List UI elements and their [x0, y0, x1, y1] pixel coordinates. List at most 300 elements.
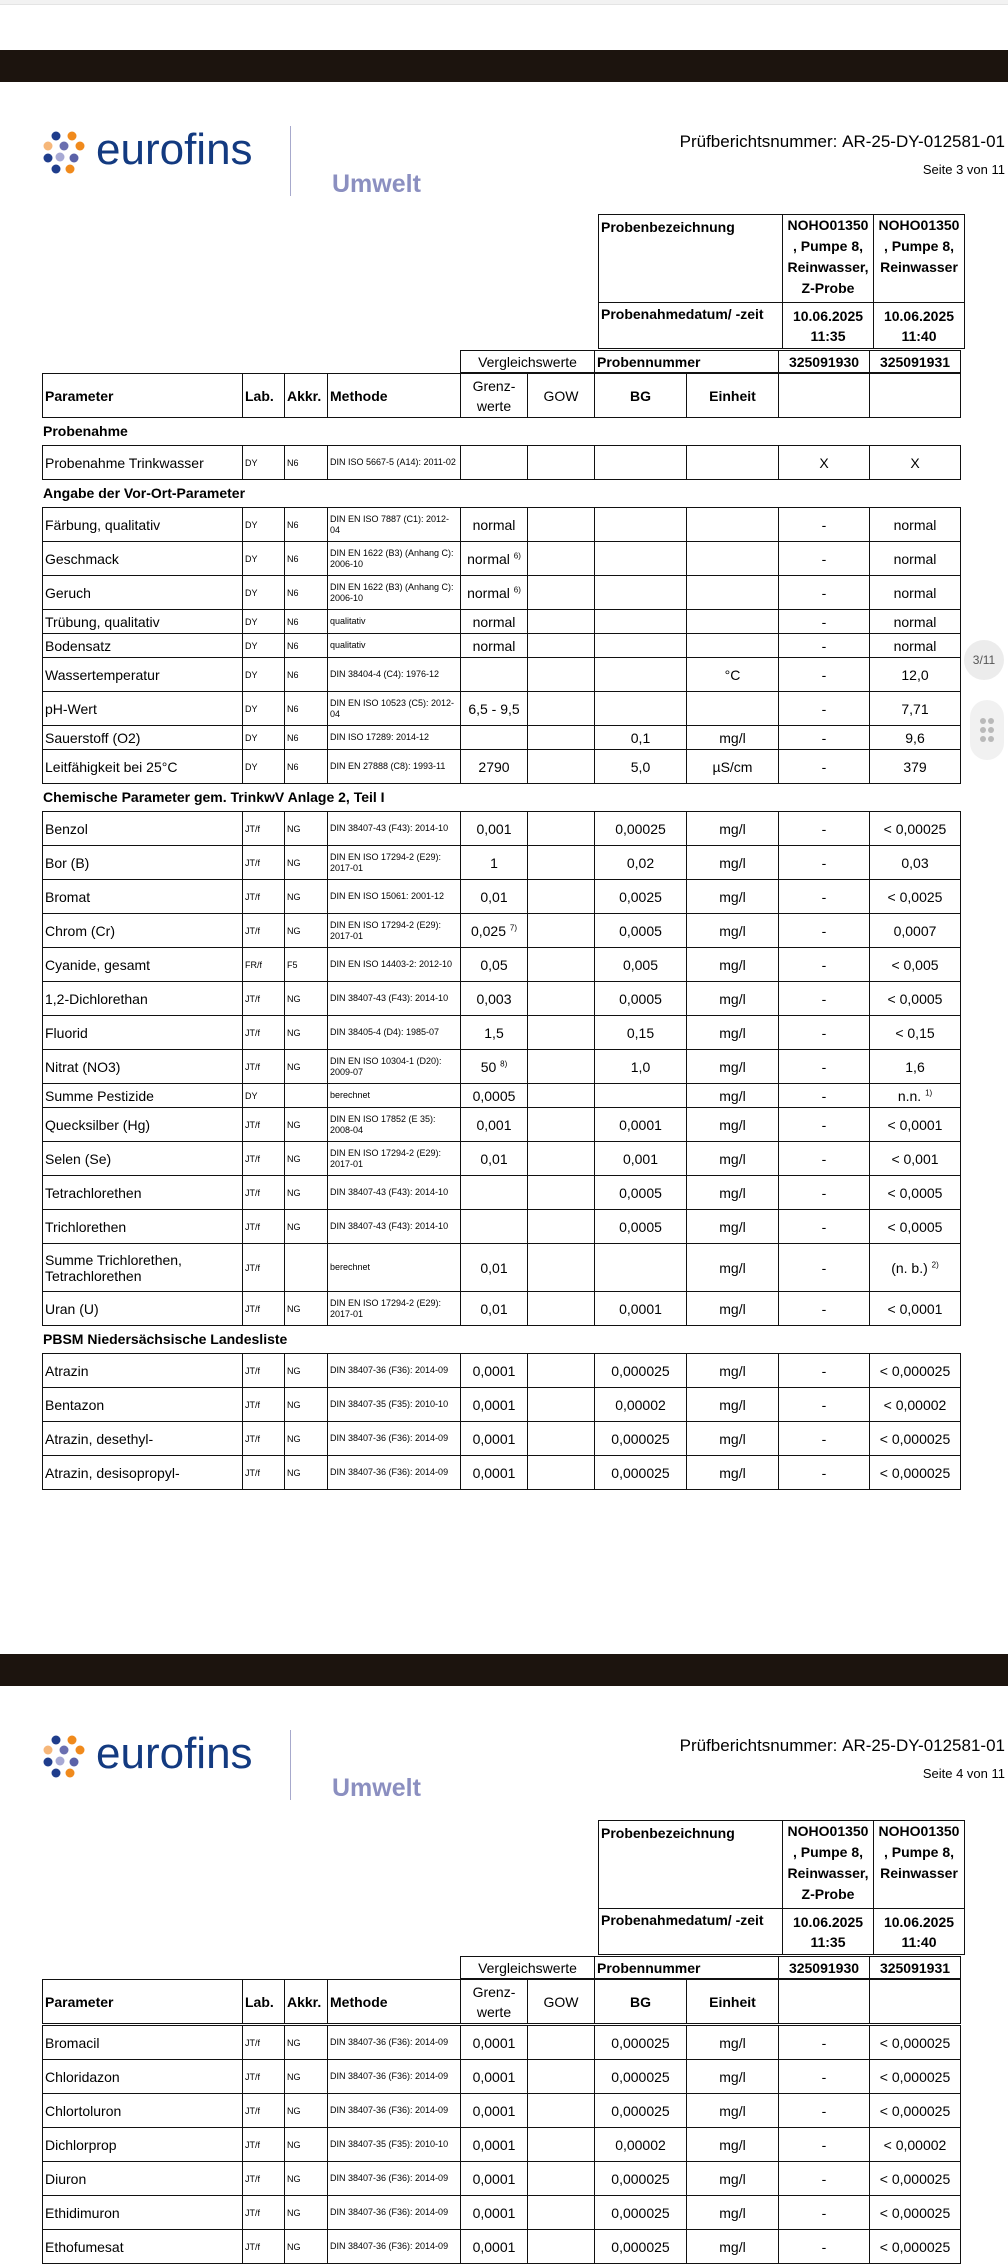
lab-cell: DY: [243, 1084, 285, 1108]
grenzwert-cell: [461, 1210, 528, 1244]
akkr-cell: NG: [285, 2230, 328, 2264]
table-row: [43, 1108, 961, 1142]
parameter-cell: Bor (B): [43, 846, 243, 880]
gow-cell: [528, 1292, 595, 1326]
einheit-cell: mg/l: [687, 1244, 779, 1292]
parameter-cell: Bentazon: [43, 1388, 243, 1422]
akkr-cell: N6: [285, 576, 328, 610]
grenzwert-cell: normal $^{6)}$: [461, 542, 528, 576]
grenzwert-cell: 0,001: [461, 1108, 528, 1142]
grenzwert-cell: 0,0001: [461, 1422, 528, 1456]
akkr-cell: N6: [285, 508, 328, 542]
methode-cell: DIN EN 1622 (B3) (Anhang C): 2006-10: [328, 542, 461, 576]
einheit-cell: µS/cm: [687, 750, 779, 784]
parameter-cell: Probenahme Trinkwasser: [43, 446, 243, 480]
gow-cell: [528, 2094, 595, 2128]
akkr-cell: NG: [285, 2060, 328, 2094]
bg-cell: 0,005: [595, 948, 687, 982]
sample-2-value: 7,71: [870, 692, 961, 726]
bg-cell: 0,00002: [595, 2128, 687, 2162]
parameter-cell: Chlortoluron: [43, 2094, 243, 2128]
methode-cell: DIN 38404-4 (C4): 1976-12: [328, 658, 461, 692]
gow-cell: [528, 1108, 595, 1142]
sample-1-value: X: [779, 446, 870, 480]
sample-1-value: -: [779, 2128, 870, 2162]
sample-1-value: -: [779, 692, 870, 726]
sample-1-value: -: [779, 658, 870, 692]
einheit-cell: mg/l: [687, 1422, 779, 1456]
gow-cell: [528, 1388, 595, 1422]
drag-handle[interactable]: [970, 700, 1004, 760]
einheit-cell: [687, 446, 779, 480]
lab-cell: DY: [243, 576, 285, 610]
sample-2-value: < 0,000025: [870, 1354, 961, 1388]
parameter-cell: pH-Wert: [43, 692, 243, 726]
col-methode: Methode: [328, 1980, 461, 2024]
gow-cell: [528, 610, 595, 634]
parameter-cell: Trübung, qualitativ: [43, 610, 243, 634]
sample-2-value: 1,6: [870, 1050, 961, 1084]
grenzwert-cell: [461, 446, 528, 480]
table-row: [43, 446, 961, 480]
methode-cell: DIN EN ISO 17852 (E 35): 2008-04: [328, 1108, 461, 1142]
lab-cell: JT/f: [243, 914, 285, 948]
grenzwert-cell: 0,001: [461, 812, 528, 846]
sample-2-datetime: 10.06.2025 11:40: [874, 303, 965, 349]
akkr-cell: NG: [285, 1210, 328, 1244]
akkr-cell: N6: [285, 634, 328, 658]
sample-1-value: -: [779, 982, 870, 1016]
parameter-cell: Chrom (Cr): [43, 914, 243, 948]
lab-cell: DY: [243, 750, 285, 784]
lab-cell: DY: [243, 634, 285, 658]
lab-cell: JT/f: [243, 2094, 285, 2128]
sample-2-value: < 0,005: [870, 948, 961, 982]
sample-2-value: normal: [870, 508, 961, 542]
bg-cell: 0,0005: [595, 982, 687, 1016]
bg-cell: [595, 658, 687, 692]
parameter-cell: Geschmack: [43, 542, 243, 576]
lab-cell: DY: [243, 692, 285, 726]
grenzwert-cell: 0,025 $^{7)}$: [461, 914, 528, 948]
parameter-cell: Selen (Se): [43, 1142, 243, 1176]
sample-1-value: -: [779, 1456, 870, 1490]
sample-1-number: 325091930: [779, 351, 870, 373]
table-row: [43, 914, 961, 948]
grenzwert-cell: 1: [461, 846, 528, 880]
lab-cell: JT/f: [243, 2230, 285, 2264]
einheit-cell: mg/l: [687, 880, 779, 914]
table-row: [43, 1142, 961, 1176]
report-number: [680, 132, 1005, 152]
lab-cell: JT/f: [243, 1108, 285, 1142]
sample-1-value: -: [779, 2162, 870, 2196]
footnote-marker: 2): [931, 1259, 939, 1269]
sample-2-value: 9,6: [870, 726, 961, 750]
akkr-cell: NG: [285, 880, 328, 914]
methode-cell: DIN EN ISO 17294-2 (E29): 2017-01: [328, 1292, 461, 1326]
einheit-cell: mg/l: [687, 1108, 779, 1142]
grenzwert-cell: [461, 658, 528, 692]
sample-1-value: -: [779, 948, 870, 982]
section-title: PBSM Niedersächsische Landesliste: [43, 1331, 288, 1347]
bg-cell: 0,000025: [595, 2162, 687, 2196]
parameter-cell: Uran (U): [43, 1292, 243, 1326]
table-row: [43, 1176, 961, 1210]
methode-cell: DIN 38407-35 (F35): 2010-10: [328, 2128, 461, 2162]
table-row: [43, 658, 961, 692]
bg-cell: 0,0025: [595, 880, 687, 914]
parameter-cell: Bromacil: [43, 2026, 243, 2060]
grenzwert-cell: 0,01: [461, 880, 528, 914]
sample-header-table: [598, 1820, 965, 1955]
einheit-cell: [687, 508, 779, 542]
parameter-cell: Dichlorprop: [43, 2128, 243, 2162]
parameter-cell: Fluorid: [43, 1016, 243, 1050]
bg-cell: 0,000025: [595, 2094, 687, 2128]
division-name: Umwelt: [332, 1774, 421, 1802]
lab-cell: JT/f: [243, 1388, 285, 1422]
methode-cell: DIN 38407-36 (F36): 2014-09: [328, 2162, 461, 2196]
gow-cell: [528, 1210, 595, 1244]
results-table: [42, 507, 961, 784]
sample-1-value: -: [779, 2026, 870, 2060]
bg-cell: 0,15: [595, 1016, 687, 1050]
table-row: [43, 508, 961, 542]
sample-2-value: 0,0007: [870, 914, 961, 948]
page-separator-band: [0, 50, 1008, 82]
methode-cell: DIN 38405-4 (D4): 1985-07: [328, 1016, 461, 1050]
akkr-cell: NG: [285, 1108, 328, 1142]
sample-1-value: -: [779, 1244, 870, 1292]
lab-cell: JT/f: [243, 1176, 285, 1210]
methode-cell: berechnet: [328, 1084, 461, 1108]
grenzwert-cell: 0,01: [461, 1142, 528, 1176]
col-gow: GOW: [528, 1980, 595, 2024]
bg-cell: 0,000025: [595, 1456, 687, 1490]
sample-2-value: X: [870, 446, 961, 480]
lab-cell: DY: [243, 508, 285, 542]
methode-cell: DIN 38407-35 (F35): 2010-10: [328, 1388, 461, 1422]
grenzwert-cell: normal: [461, 634, 528, 658]
page-separator-band: [0, 1654, 1008, 1686]
sample-2-value: < 0,00025: [870, 812, 961, 846]
sample-1-value: -: [779, 812, 870, 846]
akkr-cell: NG: [285, 812, 328, 846]
methode-cell: DIN 38407-36 (F36): 2014-09: [328, 2196, 461, 2230]
parameter-cell: Ethidimuron: [43, 2196, 243, 2230]
sample-1-value: -: [779, 1292, 870, 1326]
bg-cell: 1,0: [595, 1050, 687, 1084]
viewer-top-strip: [0, 0, 1008, 5]
parameter-cell: Chloridazon: [43, 2060, 243, 2094]
parameter-cell: Sauerstoff (O2): [43, 726, 243, 750]
gow-cell: [528, 1456, 595, 1490]
sample-2-value: 12,0: [870, 658, 961, 692]
sample-2-number: 325091931: [870, 1957, 961, 1979]
table-row: [43, 1244, 961, 1292]
vergleichswerte-label: Vergleichswerte: [461, 1957, 595, 1979]
sample-1-value: -: [779, 1108, 870, 1142]
sample-2-name: NOHO01350 , Pumpe 8, Reinwasser: [874, 1821, 965, 1909]
einheit-cell: mg/l: [687, 982, 779, 1016]
sample-1-value: -: [779, 1388, 870, 1422]
sample-2-value: < 0,000025: [870, 2196, 961, 2230]
col-sample-2: [870, 374, 961, 418]
grenzwert-cell: 6,5 - 9,5: [461, 692, 528, 726]
gow-cell: [528, 2060, 595, 2094]
einheit-cell: mg/l: [687, 1084, 779, 1108]
sample-1-datetime: 10.06.2025 11:35: [783, 303, 874, 349]
einheit-cell: mg/l: [687, 1388, 779, 1422]
gow-cell: [528, 508, 595, 542]
einheit-cell: mg/l: [687, 948, 779, 982]
gow-cell: [528, 1142, 595, 1176]
einheit-cell: mg/l: [687, 846, 779, 880]
grenzwert-cell: 2790: [461, 750, 528, 784]
sample-2-value: < 0,0025: [870, 880, 961, 914]
bg-cell: 0,000025: [595, 2196, 687, 2230]
einheit-cell: [687, 610, 779, 634]
division-name: Umwelt: [332, 170, 421, 198]
grenzwert-cell: 0,003: [461, 982, 528, 1016]
page-number: Seite 4 von 11: [922, 1766, 1005, 1781]
einheit-cell: mg/l: [687, 1142, 779, 1176]
methode-cell: DIN 38407-36 (F36): 2014-09: [328, 2060, 461, 2094]
sample-2-value: < 0,000025: [870, 2094, 961, 2128]
akkr-cell: NG: [285, 1176, 328, 1210]
column-header: [42, 373, 961, 418]
gow-cell: [528, 1354, 595, 1388]
probenbezeichnung-label: Probenbezeichnung: [599, 1821, 783, 1909]
grenzwert-cell: 0,0001: [461, 2026, 528, 2060]
sample-2-value: < 0,0001: [870, 1292, 961, 1326]
methode-cell: DIN EN 27888 (C8): 1993-11: [328, 750, 461, 784]
table-row: [43, 1210, 961, 1244]
col-bg: BG: [595, 1980, 687, 2024]
sample-2-value: < 0,0001: [870, 1108, 961, 1142]
lab-cell: DY: [243, 610, 285, 634]
logo-divider: [290, 1730, 291, 1800]
methode-cell: DIN 38407-36 (F36): 2014-09: [328, 2094, 461, 2128]
sample-1-value: -: [779, 610, 870, 634]
grenzwert-cell: 0,0001: [461, 2060, 528, 2094]
akkr-cell: F5: [285, 948, 328, 982]
table-row: [43, 846, 961, 880]
table-row: [43, 2060, 961, 2094]
lab-cell: JT/f: [243, 1354, 285, 1388]
bg-cell: 0,1: [595, 726, 687, 750]
gow-cell: [528, 914, 595, 948]
bg-cell: 0,00025: [595, 812, 687, 846]
table-row: [43, 542, 961, 576]
sample-1-value: -: [779, 2230, 870, 2264]
akkr-cell: N6: [285, 692, 328, 726]
col-lab: Lab.: [243, 1980, 285, 2024]
table-row: [43, 1084, 961, 1108]
lab-cell: DY: [243, 542, 285, 576]
table-row: [43, 812, 961, 846]
bg-cell: 0,0005: [595, 1176, 687, 1210]
einheit-cell: [687, 576, 779, 610]
einheit-cell: mg/l: [687, 2128, 779, 2162]
grenzwert-cell: 0,05: [461, 948, 528, 982]
gow-cell: [528, 726, 595, 750]
logo-divider: [290, 126, 291, 196]
einheit-cell: mg/l: [687, 812, 779, 846]
table-row: [43, 1388, 961, 1422]
methode-cell: DIN EN ISO 7887 (C1): 2012-04: [328, 508, 461, 542]
lab-cell: JT/f: [243, 2162, 285, 2196]
table-row: [43, 1354, 961, 1388]
table-row: [43, 2230, 961, 2264]
table-row: [43, 1050, 961, 1084]
page-number: Seite 3 von 11: [922, 162, 1005, 177]
sample-header-table: [598, 214, 965, 349]
eurofins-logo: [40, 1722, 421, 1812]
lab-cell: JT/f: [243, 1142, 285, 1176]
parameter-cell: Summe Pestizide: [43, 1084, 243, 1108]
parameter-cell: Nitrat (NO3): [43, 1050, 243, 1084]
einheit-cell: mg/l: [687, 2196, 779, 2230]
sample-2-datetime: 10.06.2025 11:40: [874, 1909, 965, 1955]
bg-cell: 0,0001: [595, 1108, 687, 1142]
vergleichswerte-row: [460, 350, 961, 373]
lab-cell: JT/f: [243, 1456, 285, 1490]
sample-2-value: < 0,000025: [870, 2026, 961, 2060]
sample-1-value: -: [779, 576, 870, 610]
sample-1-value: -: [779, 914, 870, 948]
parameter-cell: Ethofumesat: [43, 2230, 243, 2264]
sample-1-value: -: [779, 2196, 870, 2230]
sample-2-value: < 0,000025: [870, 1422, 961, 1456]
sample-1-value: -: [779, 508, 870, 542]
sample-1-name: NOHO01350 , Pumpe 8, Reinwasser, Z-Probe: [783, 215, 874, 303]
footnote-marker: 8): [500, 1058, 508, 1068]
col-parameter: Parameter: [43, 1980, 243, 2024]
results-table: [42, 1353, 961, 1490]
bg-cell: [595, 542, 687, 576]
col-lab: Lab.: [243, 374, 285, 418]
sample-1-value: -: [779, 542, 870, 576]
footnote-marker: 1): [925, 1087, 933, 1097]
grenzwert-cell: [461, 726, 528, 750]
akkr-cell: NG: [285, 2196, 328, 2230]
grenzwert-cell: 0,0001: [461, 1354, 528, 1388]
sample-2-value: < 0,15: [870, 1016, 961, 1050]
table-row: [43, 726, 961, 750]
parameter-cell: Färbung, qualitativ: [43, 508, 243, 542]
lab-cell: JT/f: [243, 812, 285, 846]
lab-cell: JT/f: [243, 880, 285, 914]
sample-2-name: NOHO01350 , Pumpe 8, Reinwasser: [874, 215, 965, 303]
lab-cell: JT/f: [243, 1292, 285, 1326]
sample-2-value: < 0,000025: [870, 2162, 961, 2196]
akkr-cell: NG: [285, 1292, 328, 1326]
results-table: [42, 2025, 961, 2264]
sample-1-value: -: [779, 1422, 870, 1456]
akkr-cell: NG: [285, 1422, 328, 1456]
report-number-label: Prüfberichtsnummer:: [679, 132, 838, 151]
section-title: Chemische Parameter gem. TrinkwV Anlage 2, Teil I: [43, 789, 385, 805]
gow-cell: [528, 2162, 595, 2196]
sample-2-value: < 0,000025: [870, 1456, 961, 1490]
sample-2-value: < 0,000025: [870, 2060, 961, 2094]
col-methode: Methode: [328, 374, 461, 418]
methode-cell: DIN EN ISO 17294-2 (E29): 2017-01: [328, 1142, 461, 1176]
table-row: [43, 750, 961, 784]
sample-1-value: -: [779, 880, 870, 914]
parameter-cell: Bromat: [43, 880, 243, 914]
bg-cell: [595, 692, 687, 726]
parameter-cell: Cyanide, gesamt: [43, 948, 243, 982]
sample-2-value: normal: [870, 610, 961, 634]
table-row: [43, 2196, 961, 2230]
bg-cell: 0,000025: [595, 2026, 687, 2060]
section-title: Probenahme: [43, 423, 128, 439]
bg-cell: 0,0005: [595, 1210, 687, 1244]
lab-cell: JT/f: [243, 2060, 285, 2094]
methode-cell: qualitativ: [328, 610, 461, 634]
table-row: [43, 2162, 961, 2196]
lab-cell: JT/f: [243, 1210, 285, 1244]
sample-1-value: -: [779, 2094, 870, 2128]
einheit-cell: mg/l: [687, 2060, 779, 2094]
bg-cell: 0,000025: [595, 2060, 687, 2094]
lab-cell: JT/f: [243, 1016, 285, 1050]
methode-cell: DIN EN ISO 10304-1 (D20): 2009-07: [328, 1050, 461, 1084]
bg-cell: [595, 1244, 687, 1292]
bg-cell: 0,000025: [595, 1422, 687, 1456]
gow-cell: [528, 880, 595, 914]
parameter-cell: Atrazin, desethyl-: [43, 1422, 243, 1456]
grenzwert-cell: [461, 1176, 528, 1210]
sample-2-value: < 0,001: [870, 1142, 961, 1176]
sample-2-value: n.n. $^{1)}$: [870, 1084, 961, 1108]
parameter-cell: Summe Trichlorethen, Tetrachlorethen: [43, 1244, 243, 1292]
akkr-cell: [285, 1084, 328, 1108]
einheit-cell: mg/l: [687, 1456, 779, 1490]
parameter-cell: Quecksilber (Hg): [43, 1108, 243, 1142]
table-row: [43, 1456, 961, 1490]
probennummer-label: Probennummer: [595, 351, 779, 373]
methode-cell: DIN EN ISO 15061: 2001-12: [328, 880, 461, 914]
sample-1-datetime: 10.06.2025 11:35: [783, 1909, 874, 1955]
methode-cell: DIN EN ISO 10523 (C5): 2012-04: [328, 692, 461, 726]
parameter-cell: 1,2-Dichlorethan: [43, 982, 243, 1016]
table-row: [43, 610, 961, 634]
report-number-label: Prüfberichtsnummer:: [679, 1736, 838, 1755]
sample-2-value: < 0,0005: [870, 982, 961, 1016]
table-row: [43, 982, 961, 1016]
sample-2-value: < 0,0005: [870, 1176, 961, 1210]
grenzwert-cell: 0,0001: [461, 2230, 528, 2264]
sample-1-value: -: [779, 846, 870, 880]
akkr-cell: NG: [285, 1016, 328, 1050]
parameter-cell: Atrazin: [43, 1354, 243, 1388]
methode-cell: DIN EN 1622 (B3) (Anhang C): 2006-10: [328, 576, 461, 610]
gow-cell: [528, 692, 595, 726]
sample-1-value: -: [779, 1176, 870, 1210]
gow-cell: [528, 948, 595, 982]
methode-cell: DIN ISO 5667-5 (A14): 2011-02: [328, 446, 461, 480]
page-indicator: 3/11: [964, 640, 1004, 680]
eurofins-logo: [40, 118, 421, 208]
einheit-cell: [687, 692, 779, 726]
akkr-cell: NG: [285, 1050, 328, 1084]
table-row: [43, 576, 961, 610]
sample-1-value: -: [779, 1050, 870, 1084]
